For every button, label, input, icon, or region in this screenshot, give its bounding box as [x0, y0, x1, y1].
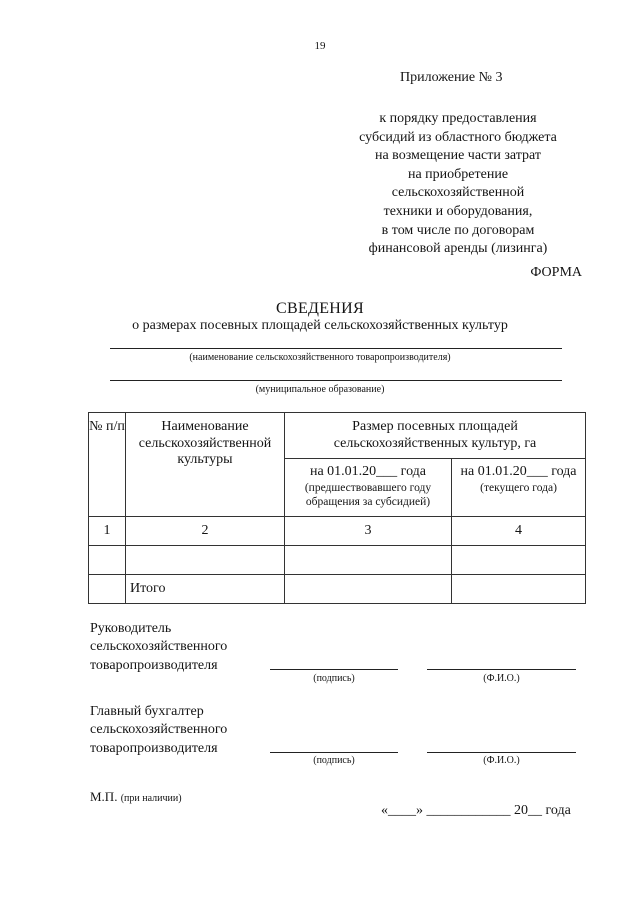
date-line[interactable]: «____» ____________ 20__ года — [381, 803, 571, 818]
accountant-signature-label — [90, 703, 227, 758]
header-number: № п/п — [89, 413, 126, 517]
empty-cell — [89, 575, 126, 604]
appendix-line: на возмещение части затрат — [374, 148, 542, 164]
accountant-name-line[interactable] — [427, 752, 576, 753]
head-signature-caption: (подпись) — [313, 673, 355, 684]
label-line: сельскохозяйственного — [90, 639, 228, 655]
empty-cell[interactable] — [452, 546, 586, 575]
accountant-name-caption: (Ф.И.О.) — [483, 755, 520, 766]
stamp-place — [90, 789, 182, 805]
label-line: товаропроизводителя — [90, 740, 218, 756]
total-current-year-cell[interactable] — [452, 575, 586, 604]
page-number: 19 — [314, 40, 326, 52]
municipality-line[interactable] — [110, 380, 562, 381]
appendix-description — [340, 110, 576, 259]
previous-year-label: на 01.01.20___ года — [309, 464, 427, 479]
empty-cell[interactable] — [89, 546, 126, 575]
appendix-line: сельскохозяйственной — [391, 185, 525, 201]
municipality-caption: (муниципальное образование) — [255, 384, 385, 395]
form-label: ФОРМА — [530, 265, 582, 280]
empty-cell[interactable] — [285, 546, 452, 575]
label-line: Руководитель — [90, 621, 172, 636]
appendix-line: к порядку предоставления — [379, 111, 537, 126]
header-previous-year — [285, 459, 452, 517]
appendix-title: Приложение № 3 — [400, 70, 503, 85]
index-cell: 1 — [89, 517, 126, 546]
head-name-caption: (Ф.И.О.) — [483, 673, 520, 684]
document-title: СВЕДЕНИЯ — [276, 300, 364, 317]
total-label: Итого — [126, 575, 285, 604]
label-line: сельскохозяйственного — [90, 722, 228, 738]
appendix-line: техники и оборудования, — [383, 203, 533, 219]
head-signature-line[interactable] — [270, 669, 398, 670]
current-year-label: на 01.01.20___ года — [460, 464, 577, 479]
header-current-year — [452, 459, 586, 517]
appendix-line: на приобретение — [407, 166, 509, 182]
label-line: товаропроизводителя — [90, 657, 218, 673]
header-crop-name: Наименование сельскохозяйственной культуры — [126, 413, 285, 517]
appendix-line: субсидий из областного бюджета — [359, 129, 557, 145]
empty-cell[interactable] — [126, 546, 285, 575]
previous-year-note: (предшествовавшего году обращения за субсидией) — [304, 481, 432, 508]
current-year-note: (текущего года) — [480, 481, 557, 494]
head-signature-label — [90, 620, 227, 675]
appendix-line: финансовой аренды (лизинга) — [368, 241, 548, 257]
appendix-line: в том числе по договорам — [381, 222, 535, 238]
stamp-label: М.П. — [90, 789, 118, 804]
stamp-note: (при наличии) — [120, 793, 182, 804]
document-subtitle: о размерах посевных площадей сельскохозяйственных культур — [132, 318, 508, 333]
accountant-signature-line[interactable] — [270, 752, 398, 753]
header-sown-area: Размер посевных площадей сельскохозяйственных культур, га — [285, 413, 586, 459]
index-cell: 2 — [126, 517, 285, 546]
total-row — [89, 575, 586, 604]
table-row — [89, 546, 586, 575]
total-previous-year-cell[interactable] — [285, 575, 452, 604]
label-line: Главный бухгалтер — [90, 704, 204, 719]
producer-name-line[interactable] — [110, 348, 562, 349]
head-name-line[interactable] — [427, 669, 576, 670]
index-cell: 4 — [452, 517, 586, 546]
crop-area-table — [88, 412, 586, 604]
accountant-signature-caption: (подпись) — [313, 755, 355, 766]
index-cell: 3 — [285, 517, 452, 546]
producer-name-caption: (наименование сельскохозяйственного товаропроизводителя) — [189, 352, 451, 363]
